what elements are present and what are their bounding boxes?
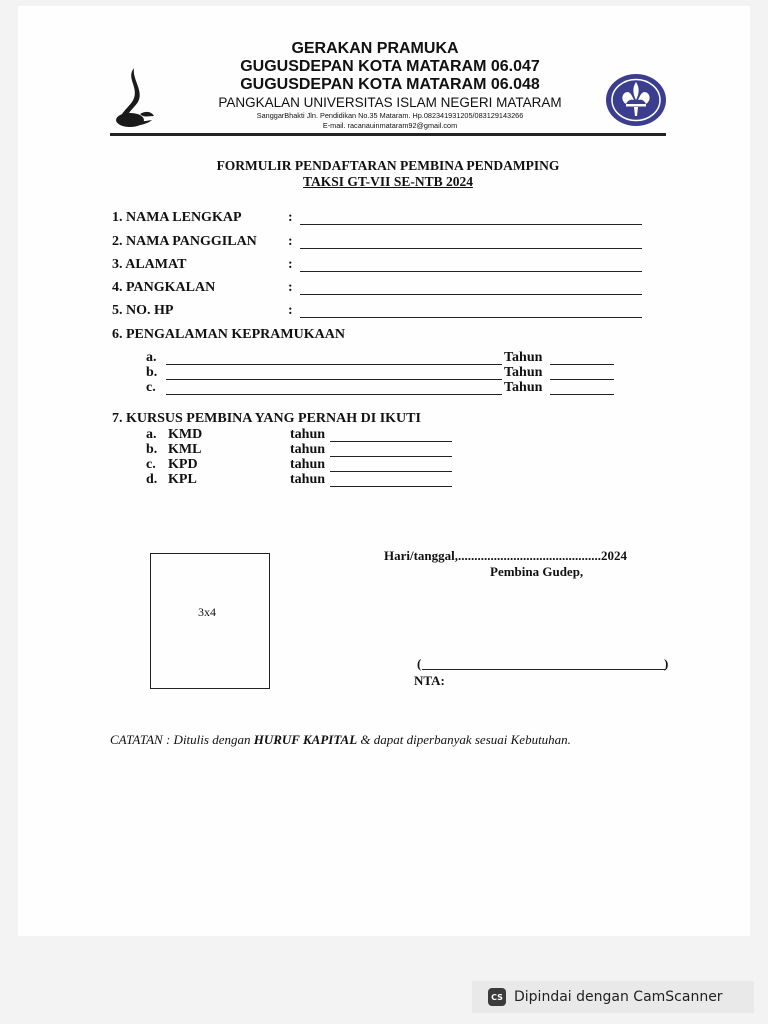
field-input-no-hp[interactable] xyxy=(300,317,642,318)
course-year-label: tahun xyxy=(290,442,326,457)
photo-size-label: 3x4 xyxy=(198,605,216,619)
experience-marker: c. xyxy=(146,380,156,395)
camscanner-text: Dipindai dengan CamScanner xyxy=(514,989,723,1005)
experience-year-input-b[interactable] xyxy=(550,379,614,380)
field-label-no-hp: 5. NO. HP xyxy=(112,303,174,318)
course-year-input-kmd[interactable] xyxy=(330,441,452,442)
header-rule xyxy=(110,133,666,136)
course-name-kmd: KMD xyxy=(168,427,203,442)
course-year-label: tahun xyxy=(290,427,326,442)
field-input-pangkalan[interactable] xyxy=(300,294,642,295)
signature-line[interactable] xyxy=(422,669,666,670)
note-prefix: CATATAN : Ditulis dengan xyxy=(110,732,254,747)
experience-heading: 6. PENGALAMAN KEPRAMUKAAN xyxy=(112,327,345,342)
camscanner-logo-icon: CS xyxy=(488,988,506,1006)
experience-input-c[interactable] xyxy=(166,394,502,395)
course-year-input-kpd[interactable] xyxy=(330,471,452,472)
course-marker: b. xyxy=(146,442,158,457)
course-marker: a. xyxy=(146,427,157,442)
experience-year-input-c[interactable] xyxy=(550,394,614,395)
experience-year-label: Tahun xyxy=(504,350,543,365)
form-subtitle: TAKSI GT-VII SE-NTB 2024 xyxy=(303,174,473,189)
footer-note xyxy=(110,732,571,748)
course-year-label: tahun xyxy=(290,457,326,472)
date-line: Hari/tanggal,............................................2024 xyxy=(384,548,628,563)
address-line: SanggarBhakti Jln. Pendidikan No.35 Mataram. Hp.082341931205/083129143266 xyxy=(256,111,524,120)
experience-year-input-a[interactable] xyxy=(550,364,614,365)
field-label-pangkalan: 4. PANGKALAN xyxy=(112,280,216,295)
gudep-line-1: GUGUSDEPAN KOTA MATARAM 06.047 xyxy=(240,58,540,75)
course-name-kpd: KPD xyxy=(168,457,198,472)
field-colon: : xyxy=(288,280,293,295)
signature-open-paren: ( xyxy=(417,656,422,671)
pangkalan-line: PANGKALAN UNIVERSITAS ISLAM NEGERI MATARAM xyxy=(218,95,562,110)
field-label-nama-panggilan: 2. NAMA PANGGILAN xyxy=(112,234,257,249)
signature-close-paren: ) xyxy=(664,656,669,671)
experience-marker: b. xyxy=(146,365,158,380)
course-marker: c. xyxy=(146,457,156,472)
camscanner-watermark xyxy=(472,981,754,1013)
form-title: FORMULIR PENDAFTARAN PEMBINA PENDAMPING xyxy=(216,158,560,173)
experience-input-a[interactable] xyxy=(166,364,502,365)
field-input-nama-panggilan[interactable] xyxy=(300,248,642,249)
course-marker: d. xyxy=(146,472,158,487)
courses-heading: 7. KURSUS PEMBINA YANG PERNAH DI IKUTI xyxy=(112,411,421,426)
course-name-kpl: KPL xyxy=(168,472,197,487)
course-year-input-kml[interactable] xyxy=(330,456,452,457)
email-line: E-mail. racanauinmataram92@gmail.com xyxy=(322,121,458,130)
note-suffix: & dapat diperbanyak sesuai Kebutuhan. xyxy=(357,732,571,747)
tunas-kelapa-icon xyxy=(108,64,156,132)
experience-marker: a. xyxy=(146,350,157,365)
course-year-input-kpl[interactable] xyxy=(330,486,452,487)
field-label-alamat: 3. ALAMAT xyxy=(112,257,187,272)
course-name-kml: KML xyxy=(168,442,202,457)
field-input-nama-lengkap[interactable] xyxy=(300,224,642,225)
signer-title: Pembina Gudep, xyxy=(490,564,584,579)
wosm-emblem-icon xyxy=(604,72,668,128)
experience-input-b[interactable] xyxy=(166,379,502,380)
experience-year-label: Tahun xyxy=(504,380,543,395)
field-label-nama-lengkap: 1. NAMA LENGKAP xyxy=(112,210,242,225)
gudep-line-2: GUGUSDEPAN KOTA MATARAM 06.048 xyxy=(240,76,540,93)
field-colon: : xyxy=(288,303,293,318)
nta-label: NTA: xyxy=(414,673,445,688)
field-colon: : xyxy=(288,257,293,272)
note-emphasis: HURUF KAPITAL xyxy=(253,732,358,747)
course-year-label: tahun xyxy=(290,472,326,487)
experience-year-label: Tahun xyxy=(504,365,543,380)
photo-box[interactable] xyxy=(150,553,270,689)
org-name: GERAKAN PRAMUKA xyxy=(291,40,459,57)
field-input-alamat[interactable] xyxy=(300,271,642,272)
field-colon: : xyxy=(288,234,293,249)
field-colon: : xyxy=(288,210,293,225)
